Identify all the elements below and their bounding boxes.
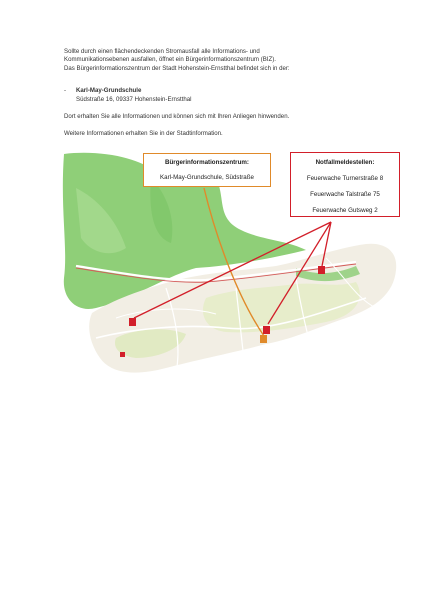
notfall-callout-title: Notfallmeldestellen: [315, 159, 375, 166]
info-line-2: Weitere Informationen erhalten Sie in der Stadtinformation. [64, 130, 223, 137]
notfall-item-talstrasse: Feuerwache Talstraße 75 [310, 191, 380, 198]
notfall-item-turnerstrasse: Feuerwache Turnerstraße 8 [306, 175, 384, 182]
intro-line-1: Sollte durch einen flächendeckenden Stromausfall alle Informations- und [64, 48, 260, 55]
school-name: Karl-May-Grundschule [76, 87, 142, 94]
intro-line-3: Das Bürgerinformationszentrum der Stadt Hohenstein-Ernstthal befindet sich in der: [64, 64, 290, 72]
bullet-dash: - [64, 87, 67, 94]
biz-callout-title: Bürgerinformationszentrum: [165, 159, 249, 166]
marker-feuerwache-1 [129, 318, 136, 326]
marker-feuerwache-3 [318, 266, 325, 274]
intro-paragraph [64, 48, 364, 73]
biz-callout [143, 153, 271, 187]
info-line-1: Dort erhalten Sie alle Informationen und können sich mit Ihren Anliegen hinwenden. [64, 113, 290, 120]
marker-feuerwache-2 [263, 326, 270, 334]
school-address: Südstraße 16, 09337 Hohenstein-Ernstthal [76, 96, 192, 103]
marker-biz [260, 335, 267, 343]
intro-line-2: Kommunikationsebenen ausfallen, öffnet ein Bürgerinformationszentrum (BIZ). [64, 56, 276, 64]
marker-small [120, 352, 125, 357]
biz-callout-subtitle: Karl-May-Grundschule, Südstraße [160, 174, 254, 181]
notfall-item-gutsweg: Feuerwache Gutsweg 2 [312, 207, 378, 214]
notfall-callout [290, 152, 400, 217]
